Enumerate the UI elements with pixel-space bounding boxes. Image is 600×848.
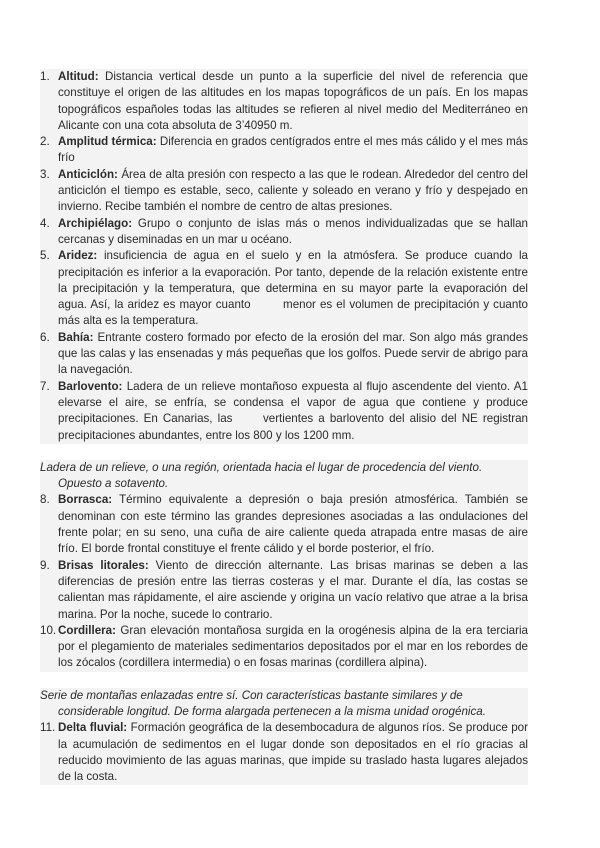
item-term: Amplitud térmica: <box>58 135 157 149</box>
item-body <box>58 623 528 672</box>
item-term: Altitud: <box>58 70 99 83</box>
item-number: 7. <box>40 379 50 393</box>
item-body <box>58 69 528 134</box>
item-term: Archipiélago: <box>58 216 133 230</box>
note-line: considerable longitud. De forma alargada pertenecen a la misma unidad orogénica. <box>58 704 486 718</box>
item-term: Barlovento: <box>58 379 123 393</box>
list-item <box>40 720 528 785</box>
list-item <box>40 248 532 329</box>
item-text: insuficiencia de agua en el suelo y en la atmósfera. Se produce cuando la precipitación es inferior a la evaporación. Por tanto, depende de la relación existente entre la precipitación y la temperatura, que determina en su mayor parte la evaporación del agua. Así, la aridez es mayor cuanto menor es el volumen de precipitación y cuanto más alta es la temperatura. <box>58 249 532 328</box>
list-item <box>40 492 528 557</box>
item-number: 8. <box>40 493 50 507</box>
note-line: Ladera de un relieve, o una región, orientada hacia el lugar de procedencia del viento. <box>40 460 483 474</box>
item-number: 11. <box>40 721 56 735</box>
list-item <box>40 134 528 167</box>
list-item <box>40 623 528 672</box>
item-term: Aridez: <box>58 249 98 263</box>
list-item <box>40 379 532 444</box>
item-text: Distancia vertical desde un punto a la superficie del nivel de referencia que constituye el origen de las altitudes en los mapas topográficos de un país. En los mapas topográficos españoles todas las altitudes se refieren al nivel medio del Mediterráneo en Alicante con una cota absoluta de 3’40950 m. <box>58 70 528 132</box>
item-number: 10. <box>40 623 57 637</box>
item-body <box>58 492 528 557</box>
item-text: Viento de dirección alternante. Las brisas marinas se deben a las diferencias de presión entre las tierras costeras y el mar. Durante el día, las costas se calientan mas rápidamente, el aire asciende y origina un vacío relativo que atrae a la brisa marina. Por la noche, sucede lo contrario. <box>58 558 528 621</box>
spacer <box>40 444 528 460</box>
item-number: 1. <box>40 70 50 83</box>
item-text: Diferencia en grados centígrados entre el mes más cálido y el mes más frío <box>58 135 528 165</box>
item-body <box>58 134 528 167</box>
spacer <box>40 672 528 688</box>
definition-note <box>40 688 528 721</box>
item-term: Borrasca: <box>58 493 113 507</box>
item-number: 5. <box>40 249 50 263</box>
item-body <box>58 216 528 249</box>
item-term: Bahía: <box>58 330 94 344</box>
item-body <box>58 720 528 785</box>
item-text: Formación geográfica de la desembocadura de algunos ríos. Se produce por la acumulación de sedimentos en el lugar donde son depositados en el río gracias al reducido movimiento de las aguas marinas, que impide su traslado hasta lugares alejados de la costa. <box>58 721 528 784</box>
list-item <box>40 216 528 249</box>
note-line: Opuesto a sotavento. <box>58 477 169 491</box>
item-text: Gran elevación montañosa surgida en la orogénesis alpina de la era terciaria por el plegamiento de materiales sedimentarios depositados por el mar en los rebordes de los zócalos (cordillera intermedia) o en fosas marinas (cordillera alpina). <box>58 623 528 670</box>
item-text: Grupo o conjunto de islas más o menos individualizadas que se hallan cercanas y diseminadas en un mar u océano. <box>58 216 528 246</box>
item-text: Término equivalente a depresión o baja presión atmosférica. También se denominan con este término las grandes depresiones asociadas a las ondulaciones del frente polar; en su seno, una cuña de aire caliente queda atrapada entre masas de aire frío. El borde frontal constituye el frente cálido y el borde posterior, el frío. <box>58 493 529 556</box>
item-text: Entrante costero formado por efecto de la erosión del mar. Son algo más grandes que las calas y las ensenadas y más pequeñas que los golfos. Puede servir de abrigo para la navegación. <box>58 330 528 377</box>
item-term: Delta fluvial: <box>58 721 128 735</box>
item-number: 2. <box>40 135 50 149</box>
item-term: Cordillera: <box>58 623 116 637</box>
item-body <box>58 330 528 379</box>
item-text: Ladera de un relieve montañoso expuesta al flujo ascendente del viento. A1 elevarse el aire, se enfría, se condensa el vapor de agua que contiene y produce precipitaciones. En Canarias, las vertientes a barlovento del alisio del NE registran precipitaciones abundantes, entre los 800 y los 1200 mm. <box>58 379 532 442</box>
item-body <box>58 167 528 216</box>
item-term: Anticiclón: <box>58 167 118 181</box>
item-number: 4. <box>40 216 50 230</box>
item-body <box>58 379 532 444</box>
item-number: 3. <box>40 167 50 181</box>
note-line: Serie de montañas enlazadas entre sí. Con características bastante similares y de <box>40 688 463 702</box>
list-item <box>40 69 528 134</box>
item-body <box>58 248 532 329</box>
document-page <box>40 69 532 785</box>
item-body <box>58 558 528 623</box>
item-number: 9. <box>40 558 50 572</box>
item-number: 6. <box>40 330 50 344</box>
definition-note <box>40 460 528 493</box>
list-item <box>40 330 528 379</box>
item-term: Brisas litorales: <box>58 558 149 572</box>
list-item <box>40 558 528 623</box>
list-item <box>40 167 528 216</box>
item-text: Área de alta presión con respecto a las que le rodean. Alrededor del centro del anticiclón el tiempo es estable, seco, caliente y soleado en verano y frío y despejado en invierno. Recibe también el nombre de centro de altas presiones. <box>58 167 528 214</box>
